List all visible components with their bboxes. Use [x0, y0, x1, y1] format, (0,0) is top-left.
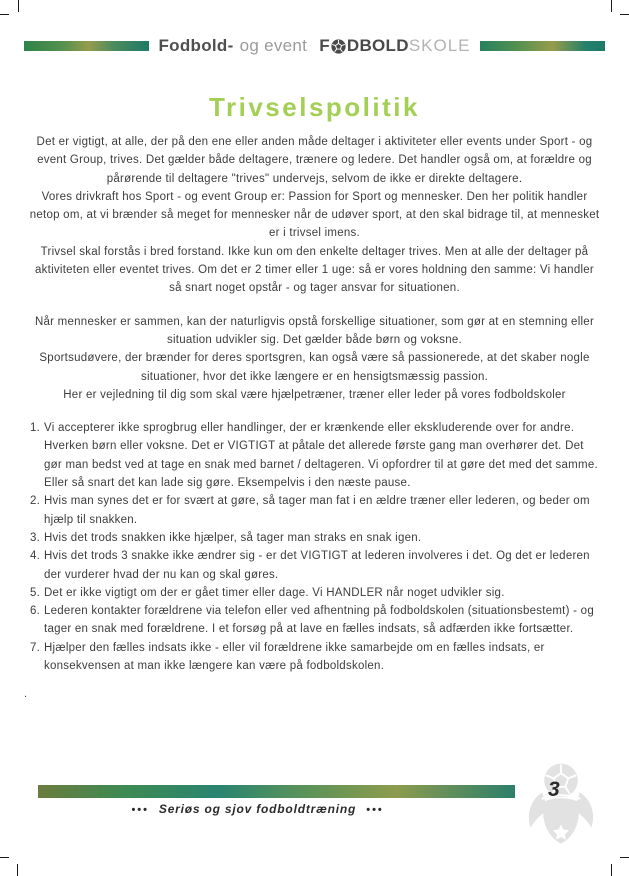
- guideline-number: 2.: [30, 495, 41, 508]
- guideline-number: 5.: [30, 586, 41, 599]
- tagline-dots-left: •••: [131, 804, 149, 816]
- crop-mark: [620, 14, 629, 15]
- guideline-item: [30, 492, 601, 529]
- logo-fodboldskole-text: [319, 36, 409, 56]
- guideline-number: 4.: [30, 550, 41, 563]
- intro-paragraph: Her er vejledning til dig som skal være hjælpetræner, træner eller leder på vores fodboldskoler: [63, 388, 566, 401]
- crop-mark: [0, 14, 9, 15]
- guideline-item: [30, 547, 601, 584]
- guideline-number: 3.: [30, 531, 41, 544]
- footer-gradient-bar: [38, 785, 515, 798]
- guideline-item: [30, 639, 601, 676]
- logo-skole-text: SKOLE: [408, 36, 471, 55]
- guideline-number: 1.: [30, 422, 41, 435]
- stray-period: .: [24, 688, 28, 701]
- tagline-dots-right: •••: [366, 804, 384, 816]
- intro-paragraph: Vores drivkraft hos Sport - og event Group er: Passion for Sport og mennesker. Den her politik handler netop om, at vi brænder så meget for mennesker når de udøver sport, at den skal bidrage til, at mennesket er i trivsel imens.: [29, 190, 600, 240]
- guideline-number: 7.: [30, 641, 41, 654]
- intro-paragraph: Sportsudøvere, der brænder for deres sportsgren, kan også være så passionerede, at det skaber nogle situationer, hvor det ikke længere er en hensigtsmæssig passion.: [39, 352, 590, 383]
- crop-mark: [620, 857, 629, 858]
- header: [0, 36, 629, 56]
- crop-mark: [18, 0, 19, 12]
- guideline-text: Lederen kontakter forældrene via telefon eller ved afhentning på fodboldskolen (situationsbestemt) - og tager en snak med forældrene. I et forsøg på at lave en fælles indsats, så adfærden ikke fortsætter.: [44, 605, 594, 636]
- guideline-text: Hjælper den fælles indsats ikke - eller vil forældrene ikke samarbejde om en fælles indsats, er konsekvensen at man ikke længere kan være på fodboldskolen.: [44, 641, 545, 673]
- intro-paragraphs-block1: [28, 133, 601, 298]
- tagline-text: Seriøs og sjov fodboldtræning: [158, 802, 357, 816]
- football-icon: [331, 39, 346, 54]
- page-number: 3: [548, 778, 560, 801]
- header-gradient-bar-left: [24, 41, 149, 51]
- guideline-item: [30, 602, 601, 639]
- intro-paragraph: Det er vigtigt, at alle, der på den ene eller anden måde deltager i aktiviteter eller events under Sport - og event Group, trives. Det gælder både deltagere, trænere og ledere. Det handler også om, at forældre og pårørende til deltagere "trives" undervejs, selvom de ikke er direkte deltagere.: [36, 136, 593, 185]
- brand-logo: [158, 36, 470, 56]
- footer-tagline: [0, 802, 515, 816]
- intro-paragraph: Når mennesker er sammen, kan der naturligvis opstå forskellige situationer, som gør at en stemning eller situation udvikler sig. Det gælder både børn og voksne.: [34, 315, 595, 346]
- guideline-text: Vi accepterer ikke sprogbrug eller handlinger, der er krænkende eller ekskluderende over for andre. Hverken børn eller voksne. Det er VIGTIGT at påtale det allerede første gang man overhører det. Det gør man bedst ved at tage en snak med barnet / deltageren. Vi opfordrer til at gøre det med det samme. Eller så snart det kan lade sig gøre. Eksempelvis i den næste pause.: [44, 422, 598, 490]
- body-content: [24, 133, 601, 704]
- logo-og-event-text: og event: [239, 36, 308, 55]
- crop-mark: [611, 864, 612, 876]
- logo-dbold-text: DBOLD: [346, 36, 409, 55]
- page-title: Trivselspolitik: [209, 92, 420, 122]
- logo-fodbold-text: Fodbold-: [158, 36, 234, 55]
- crop-mark: [17, 864, 18, 876]
- guideline-item: [30, 584, 601, 602]
- guideline-text: Hvis man synes det er for svært at gøre, så tager man fat i en ældre træner eller lederen, og beder om hjælp til snakken.: [44, 495, 590, 526]
- guideline-text: Det er ikke vigtigt om der er gået timer eller dage. Vi HANDLER når noget udvikler sig.: [44, 586, 505, 599]
- guideline-text: Hvis det trods 3 snakke ikke ændrer sig - er det VIGTIGT at lederen involveres i det. Og det er lederen der vurderer hvad der nu kan og skal gøres.: [44, 550, 590, 581]
- guideline-item: [30, 529, 601, 547]
- crop-mark: [611, 0, 612, 12]
- crop-mark: [0, 857, 9, 858]
- guideline-number: 6.: [30, 605, 41, 618]
- intro-paragraph: Trivsel skal forstås i bred forstand. Ikke kun om den enkelte deltager trives. Men at alle der deltager på aktiviteten eller eventet trives. Om det er 2 timer eller 1 uge: så er vores holdning den samme: Vi handler så snart noget opstår - og tager ansvar for situationen.: [35, 245, 594, 295]
- guideline-text: Hvis det trods snakken ikke hjælper, så tager man straks en snak igen.: [44, 531, 422, 544]
- header-gradient-bar-right: [480, 41, 605, 51]
- trophy-icon: [520, 762, 602, 850]
- logo-f-letter: F: [319, 36, 330, 55]
- guidelines-list: [28, 419, 601, 675]
- guideline-item: [30, 419, 601, 492]
- intro-paragraphs-block2: [28, 313, 601, 404]
